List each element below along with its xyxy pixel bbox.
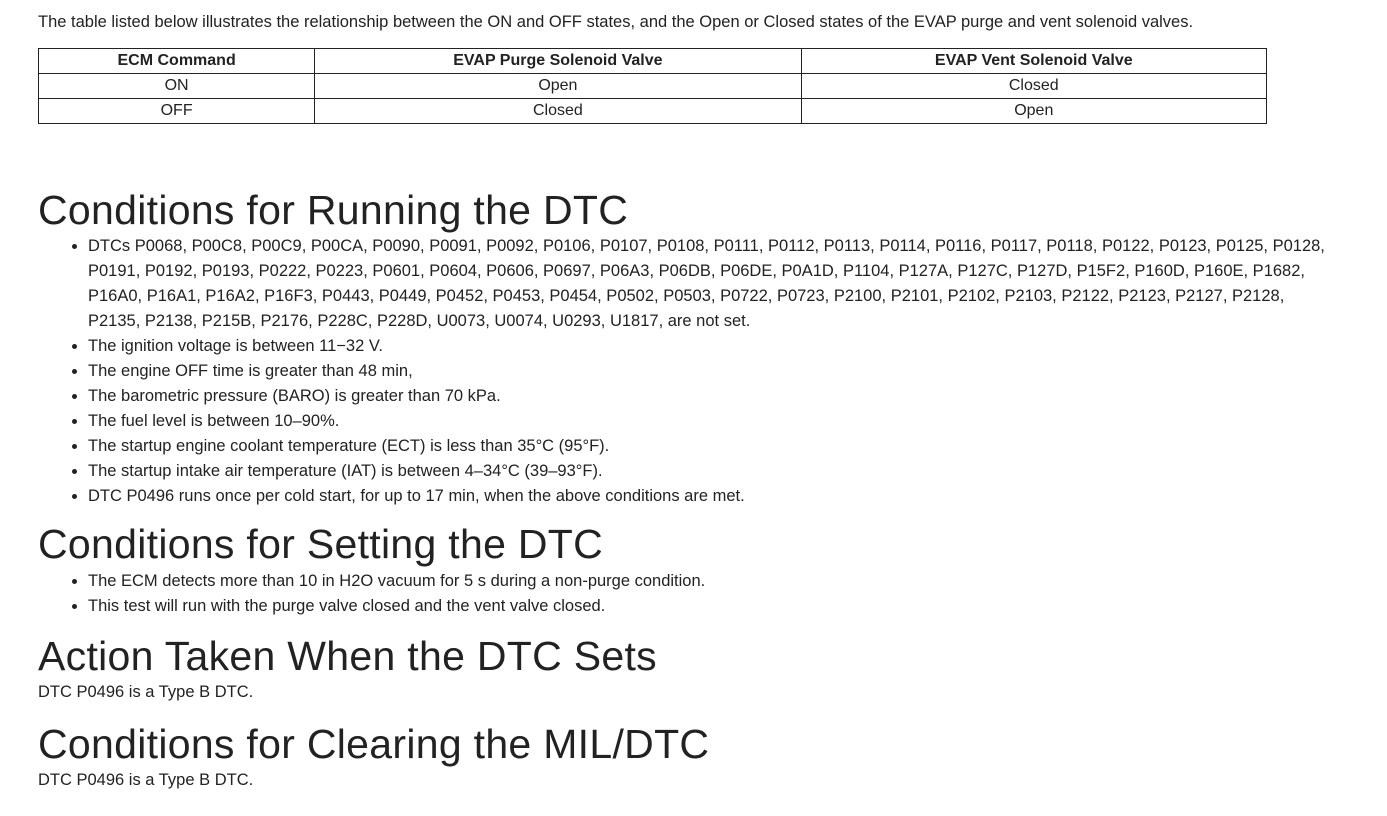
clearing-text: DTC P0496 is a Type B DTC. <box>38 771 254 789</box>
list-item: • The ignition voltage is between 11−32 V. <box>88 334 1338 359</box>
table-cell: Closed <box>315 99 801 124</box>
list-item: • The fuel level is between 10–90%. <box>88 409 1338 434</box>
list-item: • The barometric pressure (BARO) is greater than 70 kPa. <box>88 384 1338 409</box>
table-cell: OFF <box>39 99 315 124</box>
list-item: • The ECM detects more than 10 in H2O vacuum for 5 s during a non-purge condition. <box>88 569 1338 594</box>
valve-state-table <box>38 48 1267 124</box>
section-heading-action: Action Taken When the DTC Sets <box>38 633 657 679</box>
section-heading-running: Conditions for Running the DTC <box>38 187 629 233</box>
table-cell: Open <box>315 74 801 99</box>
section-heading-setting: Conditions for Setting the DTC <box>38 521 604 567</box>
list-item: • DTCs P0068, P00C8, P00C9, P00CA, P0090, P0091, P0092, P0106, P0107, P0108, P0111, P0112, P0113, P0114, P0116, P0117, P0118, P0122, P0123, P0125, P0128, P0191, P0192, P0193, P0222, P0223, P0601, P0604, P0606, P0697, P06A3, P06DB, P06DE, P0A1D, P1104, P127A, P127C, P127D, P15F2, P160D, P160E, P1682, P16A0, P16A1, P16A2, P16F3, P0443, P0449, P0452, P0453, P0454, P0502, P0503, P0722, P0723, P2100, P2101, P2102, P2103, P2122, P2123, P2127, P2128, P2135, P2138, P215B, P2176, P228C, P228D, U0073, U0074, U0293, U1817, are not set. <box>88 234 1338 334</box>
table-header-cell: EVAP Vent Solenoid Valve <box>801 49 1266 74</box>
list-item: • The engine OFF time is greater than 48 min, <box>88 359 1338 384</box>
list-item: • This test will run with the purge valve closed and the vent valve closed. <box>88 594 1338 619</box>
table-row <box>39 99 1267 124</box>
section-heading-clearing: Conditions for Clearing the MIL/DTC <box>38 721 710 767</box>
document-body <box>38 0 1338 791</box>
table-cell: ON <box>39 74 315 99</box>
table-cell: Closed <box>801 74 1266 99</box>
table-header-cell: ECM Command <box>39 49 315 74</box>
list-item: • The startup engine coolant temperature (ECT) is less than 35°C (95°F). <box>88 434 1338 459</box>
table-header-row <box>39 49 1267 74</box>
intro-paragraph: The table listed below illustrates the relationship between the ON and OFF states, and the Open or Closed states of the EVAP purge and vent solenoid valves. <box>38 13 1194 31</box>
list-item: • The startup intake air temperature (IAT) is between 4–34°C (39–93°F). <box>88 459 1338 484</box>
running-conditions-list <box>38 234 1338 509</box>
table-header-cell: EVAP Purge Solenoid Valve <box>315 49 801 74</box>
setting-conditions-list <box>38 569 1338 619</box>
table-row <box>39 74 1267 99</box>
list-item: • DTC P0496 runs once per cold start, for up to 17 min, when the above conditions are met. <box>88 484 1338 509</box>
action-text: DTC P0496 is a Type B DTC. <box>38 683 254 701</box>
table-cell: Open <box>801 99 1266 124</box>
